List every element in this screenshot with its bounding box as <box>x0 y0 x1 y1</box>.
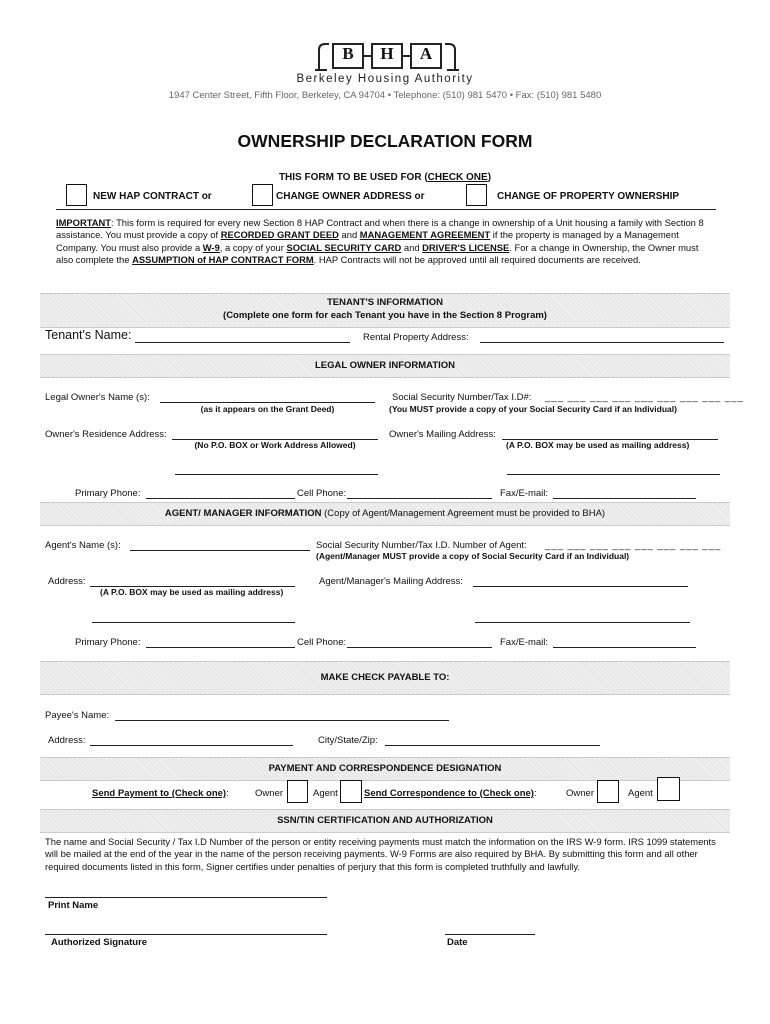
agent-phone-label: Primary Phone: <box>75 637 141 648</box>
owner-phone-field[interactable] <box>146 498 295 499</box>
send-payment-label: Send Payment to (Check one): <box>92 788 229 799</box>
payment-owner-label: Owner <box>255 788 283 799</box>
payment-agent-label: Agent <box>313 788 338 799</box>
change-ownership-checkbox[interactable] <box>466 184 487 206</box>
agent-address-label: Address: <box>48 576 86 587</box>
agent-mailing-field-line2[interactable] <box>475 622 690 623</box>
agent-cell-label: Cell Phone: <box>297 637 347 648</box>
date-label: Date <box>447 937 468 948</box>
corr-agent-checkbox[interactable] <box>657 777 680 801</box>
agent-fax-field[interactable] <box>553 647 696 648</box>
payee-address-label: Address: <box>48 735 86 746</box>
owner-phone-label: Primary Phone: <box>75 488 141 499</box>
payee-city-field[interactable] <box>385 745 600 746</box>
legal-owner-heading: LEGAL OWNER INFORMATION <box>314 360 456 371</box>
print-name-label: Print Name <box>48 900 99 911</box>
logo-letter-b: B <box>342 44 354 63</box>
print-name-field[interactable] <box>45 897 327 898</box>
check-payable-heading: MAKE CHECK PAYABLE TO: <box>320 672 450 683</box>
agent-ssn-blanks[interactable]: ___ ___ ___ ___ ___ ___ ___ ___ <box>545 540 722 551</box>
agent-name-field[interactable] <box>130 550 310 551</box>
owner-fax-label: Fax/E-mail: <box>500 488 549 499</box>
agent-address-field-line2[interactable] <box>92 622 295 623</box>
owner-mailing-field-line2[interactable] <box>507 474 720 475</box>
signature-label: Authorized Signature <box>51 937 148 948</box>
corr-owner-label: Owner <box>566 788 594 799</box>
ssn-cert-text: The name and Social Security / Tax I.D Number of the person or entity receiving payments must match the information on the IRS W-9 form. IRS 1099 statements will be mailed at the end of the year in the name of the person receiving payments. W-9 Forms are also required by BHA. By submitting this form and all other required documents listed in this form, Signer certifies under penalties of perjury that this form is completed truthfully and lawfully. <box>45 836 716 872</box>
residence-label: Owner's Residence Address: <box>45 429 167 440</box>
logo-letter-a: A <box>419 44 433 63</box>
payee-name-label: Payee's Name: <box>45 710 110 721</box>
tenant-name-label: Tenant's Name: <box>45 328 132 342</box>
change-ownership-label: CHANGE OF PROPERTY OWNERSHIP <box>497 191 680 202</box>
change-address-label: CHANGE OWNER ADDRESS or <box>276 191 425 202</box>
residence-note: (No P.O. BOX or Work Address Allowed) <box>194 440 356 450</box>
payee-address-field[interactable] <box>90 745 293 746</box>
payee-name-field[interactable] <box>115 720 449 721</box>
change-address-checkbox[interactable] <box>252 184 273 206</box>
new-hap-label: NEW HAP CONTRACT or <box>93 191 212 202</box>
agent-mailing-label: Agent/Manager's Mailing Address: <box>319 576 463 587</box>
send-corr-label: Send Correspondence to (Check one): <box>364 788 537 799</box>
payee-city-label: City/State/Zip: <box>318 735 378 746</box>
ssn-cert-heading: SSN/TIN CERTIFICATION AND AUTHORIZATION <box>277 815 493 826</box>
owner-mailing-label: Owner's Mailing Address: <box>389 429 496 440</box>
tenant-heading: TENANT'S INFORMATION <box>326 297 444 308</box>
agent-mailing-field[interactable] <box>473 586 688 587</box>
agent-phone-field[interactable] <box>146 647 295 648</box>
owner-name-label: Legal Owner's Name (s): <box>45 392 150 403</box>
owner-name-note: (as it appears on the Grant Deed) <box>200 404 335 414</box>
agent-ssn-note: (Agent/Manager MUST provide a copy of Social Security Card if an Individual) <box>316 551 630 561</box>
agent-ssn-label: Social Security Number/Tax I.D. Number of Agent: <box>316 540 527 551</box>
corr-agent-label: Agent <box>628 788 653 799</box>
owner-mailing-note: (A P.O. BOX may be used as mailing address) <box>506 440 690 450</box>
payment-owner-checkbox[interactable] <box>287 780 308 803</box>
tenant-subheading: (Complete one form for each Tenant you have in the Section 8 Program) <box>223 310 547 321</box>
owner-name-field[interactable] <box>160 402 375 403</box>
rental-address-field[interactable] <box>480 342 724 343</box>
logo-letter-h: H <box>380 44 394 63</box>
payment-agent-checkbox[interactable] <box>340 780 362 803</box>
date-field[interactable] <box>445 934 535 935</box>
signature-field[interactable] <box>45 934 327 935</box>
payment-heading: PAYMENT AND CORRESPONDENCE DESIGNATION <box>268 763 502 774</box>
owner-ssn-label: Social Security Number/Tax I.D#: <box>392 392 532 403</box>
important-paragraph: IMPORTANT: This form is required for every new Section 8 HAP Contract and when there is a change in ownership of a Unit housing a family with Section 8 assistance. You must provide a copy of RECORDED GRANT DEED and MANAGEMENT AGREEMENT if the property is managed by a Management Company. You must also provide a W-9, a copy of your SOCIAL SECURITY CARD and DRIVER'S LICENSE. For a change in Ownership, the Owner must also complete the ASSUMPTION of HAP CONTRACT FORM. HAP Contracts will not be approved until all required documents are received. <box>56 217 704 265</box>
owner-fax-field[interactable] <box>553 498 696 499</box>
agent-heading: AGENT/ MANAGER INFORMATION (Copy of Agent/Management Agreement must be provided to BHA) <box>164 508 606 519</box>
tenant-name-field[interactable] <box>135 342 350 343</box>
agent-fax-label: Fax/E-mail: <box>500 637 549 648</box>
new-hap-checkbox[interactable] <box>66 184 87 206</box>
org-address: 1947 Center Street, Fifth Floor, Berkeley, CA 94704 • Telephone: (510) 981 5470 • Fax: (510) 981 5480 <box>168 90 602 101</box>
owner-ssn-note: (You MUST provide a copy of your Social Security Card if an Individual) <box>389 404 677 414</box>
check-one-line: THIS FORM TO BE USED FOR (CHECK ONE) <box>278 172 492 183</box>
check-one-underline <box>56 209 716 210</box>
form-title: OWNERSHIP DECLARATION FORM <box>237 131 533 151</box>
owner-cell-field[interactable] <box>347 498 492 499</box>
residence-field-line2[interactable] <box>175 474 378 475</box>
agent-name-label: Agent's Name (s): <box>45 540 121 551</box>
agent-cell-field[interactable] <box>347 647 492 648</box>
owner-cell-label: Cell Phone: <box>297 488 347 499</box>
corr-owner-checkbox[interactable] <box>597 780 619 803</box>
agent-address-note: (A P.O. BOX may be used as mailing address) <box>100 587 284 597</box>
owner-ssn-blanks[interactable]: ___ ___ ___ ___ ___ ___ ___ ___ ___ <box>545 392 744 403</box>
rental-address-label: Rental Property Address: <box>363 332 469 343</box>
org-name: Berkeley Housing Authority <box>296 73 474 85</box>
